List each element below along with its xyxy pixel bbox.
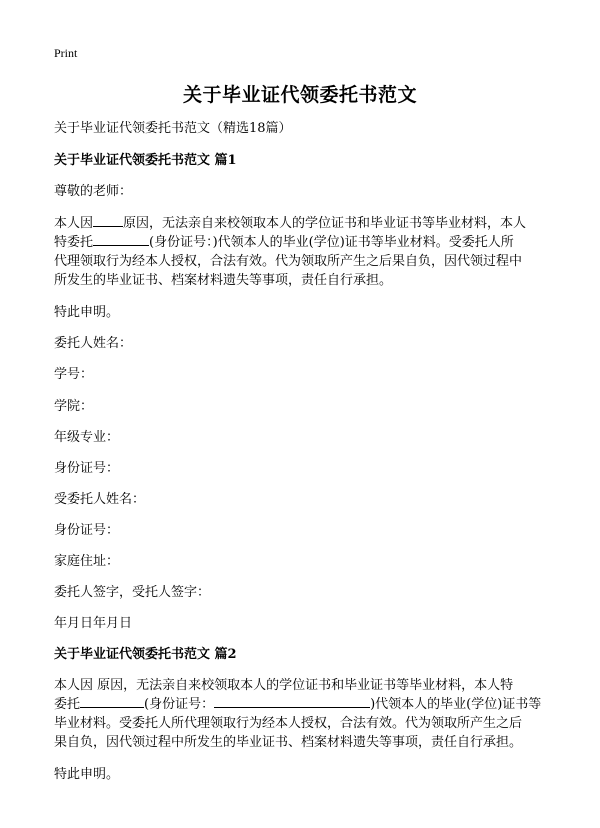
blank-underline xyxy=(80,695,144,708)
document-title: 关于毕业证代领委托书范文 xyxy=(182,84,417,106)
section2-heading: 关于毕业证代领委托书范文 篇2 xyxy=(54,647,237,662)
section1-paragraph-line3: 代理领取行为经本人授权，合法有效。代为领取所产生之后果自负，因代领过程中 xyxy=(54,254,523,269)
field-signatures: 委托人签字，受托人签字： xyxy=(54,585,211,600)
text-segment: (身份证号： xyxy=(144,697,215,712)
field-student-id: 学号： xyxy=(54,367,94,382)
field-entrustor-name: 委托人姓名： xyxy=(54,336,133,351)
section2-paragraph-line4: 果自负，因代领过程中所发生的毕业证书、档案材料遗失等事项，责任自行承担。 xyxy=(54,735,523,750)
blank-underline xyxy=(93,233,149,246)
text-segment: 原因，无法亲自来校领取本人的学位证书和毕业证书等毕业材料，本人 xyxy=(123,216,527,231)
print-label: Print xyxy=(54,46,78,60)
blank-underline xyxy=(214,695,370,708)
field-college: 学院： xyxy=(54,399,94,414)
section1-paragraph-line1 xyxy=(54,214,554,233)
text-segment: )代领本人的毕业(学位)证书等 xyxy=(370,697,542,712)
section2-paragraph-line1: 本人因 原因，无法亲自来校领取本人的学位证书和毕业证书等毕业材料，本人特 xyxy=(54,678,514,693)
field-id-number: 身份证号： xyxy=(54,461,120,476)
blank-underline xyxy=(93,214,123,227)
section1-paragraph-line4: 所发生的毕业证书、档案材料遗失等事项，责任自行承担。 xyxy=(54,273,393,288)
section2-declare: 特此申明。 xyxy=(54,767,120,782)
field-home-address: 家庭住址： xyxy=(54,554,120,569)
text-segment: 特委托 xyxy=(54,235,94,250)
text-segment: 本人因 xyxy=(54,216,94,231)
field-trustee-name: 受委托人姓名： xyxy=(54,492,146,507)
field-trustee-id-number: 身份证号： xyxy=(54,523,120,538)
section1-heading: 关于毕业证代领委托书范文 篇1 xyxy=(54,153,237,168)
intro-line: 关于毕业证代领委托书范文（精选18篇） xyxy=(54,121,292,136)
section1-paragraph-line2 xyxy=(54,233,554,252)
field-grade-major: 年级专业： xyxy=(54,430,120,445)
field-dates: 年月日年月日 xyxy=(54,616,133,631)
section2-paragraph-line3: 毕业材料。受委托人所代理领取行为经本人授权，合法有效。代为领取所产生之后 xyxy=(54,716,523,731)
section1-salutation: 尊敬的老师： xyxy=(54,184,133,199)
section1-declare: 特此申明。 xyxy=(54,305,120,320)
section2-paragraph-line2 xyxy=(54,695,554,714)
text-segment: 委托 xyxy=(54,697,81,712)
text-segment: (身份证号：)代领本人的毕业(学位)证书等毕业材料。受委托人所 xyxy=(149,235,514,250)
